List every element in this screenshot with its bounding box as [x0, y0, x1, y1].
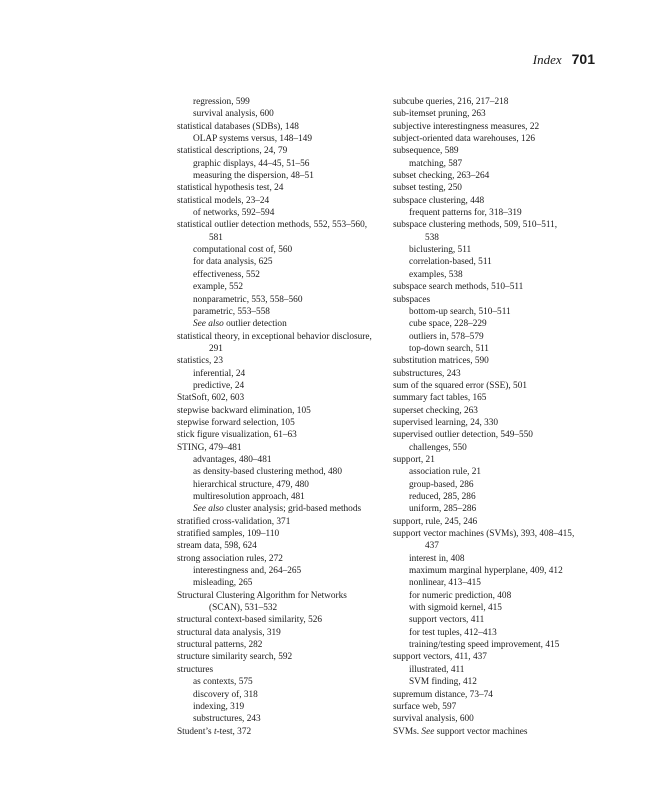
index-subentry: cube space, 228–229 — [409, 319, 487, 330]
index-entry: structural data analysis, 319 — [177, 627, 281, 638]
index-entry: subspace search methods, 510–511 — [393, 282, 524, 293]
index-subentry: graphic displays, 44–45, 51–56 — [193, 158, 310, 169]
index-subentry: bottom-up search, 510–511 — [409, 306, 511, 317]
index-entry: SVMs. See support vector machines — [393, 726, 528, 737]
index-subentry: association rule, 21 — [409, 467, 482, 478]
index-subentry: outliers in, 578–579 — [409, 331, 484, 342]
index-entry-continuation: 437 — [425, 541, 439, 552]
index-subentry: correlation-based, 511 — [409, 257, 492, 268]
index-entry: subspaces — [393, 294, 431, 305]
index-entry: supervised outlier detection, 549–550 — [393, 430, 533, 441]
index-subentry: for test tuples, 412–413 — [409, 627, 497, 638]
index-entry: structure similarity search, 592 — [177, 652, 293, 663]
index-entry: survival analysis, 600 — [393, 714, 474, 725]
index-entry-continuation: 581 — [209, 232, 223, 243]
index-subentry: See also cluster analysis; grid-based methods — [193, 504, 362, 515]
index-entry: summary fact tables, 165 — [393, 393, 487, 404]
index-subentry: substructures, 243 — [193, 714, 261, 725]
index-column-left — [177, 96, 383, 738]
index-subentry: multiresolution approach, 481 — [193, 492, 305, 502]
index-entry: sub-itemset pruning, 263 — [393, 109, 486, 120]
index-entry-continuation: 538 — [425, 232, 439, 243]
index-subentry: matching, 587 — [409, 158, 463, 169]
index-entry: subcube queries, 216, 217–218 — [393, 97, 509, 107]
index-entry: statistical theory, in exceptional behavior disclosure, — [177, 331, 372, 342]
index-subentry: challenges, 550 — [409, 442, 467, 453]
index-subentry: as contexts, 575 — [193, 677, 253, 688]
index-entry: statistical models, 23–24 — [177, 195, 270, 206]
index-subentry: biclustering, 511 — [409, 245, 472, 256]
index-subentry: top-down search, 511 — [409, 343, 489, 354]
index-entry: subset testing, 250 — [393, 183, 462, 194]
index-subentry: hierarchical structure, 479, 480 — [193, 479, 309, 490]
index-subentry: predictive, 24 — [193, 380, 245, 391]
index-subentry: survival analysis, 600 — [193, 109, 274, 120]
index-entry: stick figure visualization, 61–63 — [177, 430, 297, 441]
index-entry: substructures, 243 — [393, 368, 461, 379]
index-subentry: SVM finding, 412 — [409, 677, 477, 688]
index-subentry: for data analysis, 625 — [193, 257, 273, 268]
index-subentry: indexing, 319 — [193, 701, 245, 712]
index-subentry: advantages, 480–481 — [193, 454, 272, 465]
index-entry: support, rule, 245, 246 — [393, 516, 478, 527]
section-title: Index — [532, 52, 562, 67]
index-subentry: parametric, 553–558 — [193, 306, 270, 317]
index-subentry: interestingness and, 264–265 — [193, 566, 302, 577]
index-entry-continuation: 291 — [209, 343, 223, 354]
running-header — [533, 49, 595, 68]
index-subentry: support vectors, 411 — [409, 615, 485, 626]
page-number: 701 — [571, 51, 595, 67]
index-entry: stepwise backward elimination, 105 — [177, 405, 311, 416]
index-entry: support vector machines (SVMs), 393, 408–415, — [393, 529, 575, 540]
index-entry: supervised learning, 24, 330 — [393, 417, 499, 428]
index-subentry: training/testing speed improvement, 415 — [409, 640, 560, 651]
index-entry: stepwise forward selection, 105 — [177, 417, 295, 428]
index-entry: support, 21 — [393, 454, 435, 465]
index-subentry: computational cost of, 560 — [193, 245, 293, 256]
index-subentry: for numeric prediction, 408 — [409, 590, 512, 601]
index-subentry: group-based, 286 — [409, 479, 474, 490]
index-entry: statistical descriptions, 24, 79 — [177, 146, 288, 157]
index-entry: substitution matrices, 590 — [393, 356, 489, 367]
index-subentry: misleading, 265 — [193, 578, 253, 589]
index-subentry: See also outlier detection — [193, 319, 287, 330]
index-subentry: reduced, 285, 286 — [409, 492, 476, 502]
index-subentry: measuring the dispersion, 48–51 — [193, 171, 314, 182]
index-subentry: maximum marginal hyperplane, 409, 412 — [409, 566, 563, 577]
index-entry: subject-oriented data warehouses, 126 — [393, 134, 535, 145]
index-entry: statistical outlier detection methods, 552, 553–560, — [177, 220, 368, 231]
index-entry: stream data, 598, 624 — [177, 541, 257, 552]
index-entry-continuation: (SCAN), 531–532 — [209, 603, 278, 614]
index-entry: subspace clustering, 448 — [393, 195, 485, 206]
index-column-right — [393, 96, 607, 738]
index-subentry: uniform, 285–286 — [409, 504, 477, 515]
index-subentry: inferential, 24 — [193, 368, 246, 379]
index-subentry: with sigmoid kernel, 415 — [409, 603, 502, 614]
index-entry: strong association rules, 272 — [177, 553, 283, 564]
index-entry: structural patterns, 282 — [177, 640, 263, 651]
index-entry: subjective interestingness measures, 22 — [393, 121, 540, 132]
index-subentry: OLAP systems versus, 148–149 — [193, 134, 312, 145]
index-entry: supremum distance, 73–74 — [393, 689, 493, 700]
index-entry: support vectors, 411, 437 — [393, 652, 487, 663]
index-entry: structural context-based similarity, 526 — [177, 615, 323, 626]
index-subentry: as density-based clustering method, 480 — [193, 467, 342, 478]
index-entry: subset checking, 263–264 — [393, 171, 490, 182]
index-entry: StatSoft, 602, 603 — [177, 393, 245, 404]
index-subentry: regression, 599 — [193, 97, 250, 107]
index-subentry: illustrated, 411 — [409, 664, 465, 675]
index-subentry: interest in, 408 — [409, 553, 465, 564]
index-entry: surface web, 597 — [393, 701, 457, 712]
index-subentry: examples, 538 — [409, 269, 463, 280]
index-subentry: of networks, 592–594 — [193, 208, 275, 219]
index-entry: STING, 479–481 — [177, 442, 242, 453]
index-subentry: example, 552 — [193, 282, 244, 293]
index-subentry: nonlinear, 413–415 — [409, 578, 481, 589]
index-subentry: frequent patterns for, 318–319 — [409, 208, 522, 219]
index-entry: Structural Clustering Algorithm for Networks — [177, 590, 347, 601]
index-subentry: nonparametric, 553, 558–560 — [193, 294, 303, 305]
index-entry: subspace clustering methods, 509, 510–511, — [393, 220, 558, 231]
index-entry: statistical hypothesis test, 24 — [177, 183, 284, 194]
index-entry: Student’s t-test, 372 — [177, 726, 252, 737]
index-subentry: discovery of, 318 — [193, 689, 258, 700]
index-entry: structures — [177, 664, 214, 675]
index-entry: superset checking, 263 — [393, 405, 478, 416]
index-entry: stratified samples, 109–110 — [177, 529, 280, 540]
index-subentry: effectiveness, 552 — [193, 269, 260, 280]
index-entry: sum of the squared error (SSE), 501 — [393, 380, 528, 391]
index-entry: stratified cross-validation, 371 — [177, 516, 291, 527]
index-entry: statistical databases (SDBs), 148 — [177, 121, 299, 132]
index-entry: statistics, 23 — [177, 356, 223, 367]
index-entry: subsequence, 589 — [393, 146, 459, 157]
